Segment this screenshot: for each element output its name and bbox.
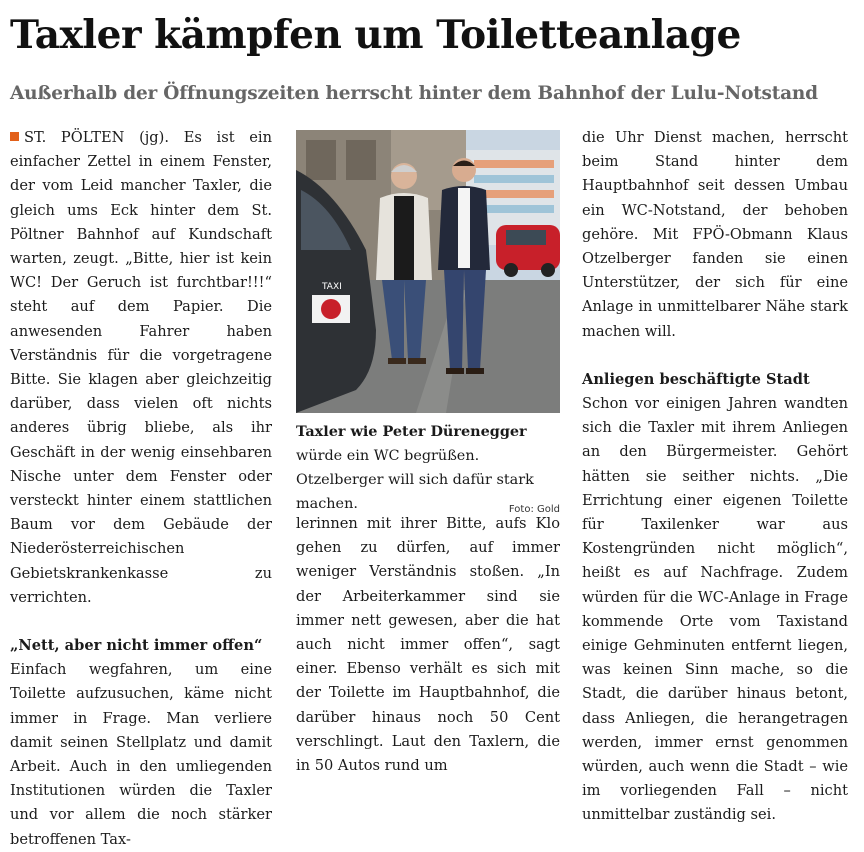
photo-credit: Foto: Gold [508,504,560,515]
article-photo [296,130,560,413]
paragraph-intro [10,126,272,610]
caption-bold: Taxler wie Peter Dürenegger [296,423,527,440]
headline: Taxler kämpfen um Toiletteanlage [10,12,741,58]
intro-text: Es ist ein einfacher Zettel in einem Fenster, der vom Leid mancher Taxler, die gleich ums Eck hinter dem St. Pöltner Bahnhof auf Kundschaft warten, zeugt. „Bitte, hier ist kein WC! Der Geruch ist furchtbar!!!“ steht auf dem Papier. Die anwesenden Fahrer haben Verständnis für die vorgetragene Bitte. Sie klagen aber gleichzeitig darüber, dass vielen oft nichts anderes übrig bliebe, als ihr Geschäft in der wenig einsehbaren Nische unter dem Fenster oder versteckt hinter einem stattlichen Baum vor dem Gebäude der Niederösterreichischen Gebietskrankenkasse zu verrichten. [10,129,272,606]
column-3 [582,126,848,828]
bullet-marker-icon [10,132,19,141]
taxi-sign-text: TAXI [322,282,342,292]
caption-text: würde ein WC begrüßen. Otzelberger will sich dafür stark machen. [296,448,534,512]
column-2 [296,512,560,778]
dateline: ST. PÖLTEN (jg). [24,129,169,146]
section-subtitle-1: „Nett, aber nicht immer offen“ [10,637,263,655]
paragraph-col3-1: die Uhr Dienst machen, herrscht beim Stand hinter dem Hauptbahnhof seit dessen Umbau ein WC-Notstand, der behoben gehöre. Mit FPÖ-Obmann Klaus Otzelberger fanden sie einen Unterstützer, der sich für eine Anlage in unmittelbarer Nähe stark machen will. [582,129,848,340]
subheadline: Außerhalb der Öffnungszeiten herrscht hinter dem Bahnhof der Lulu-Notstand [10,83,818,104]
photo-caption [296,420,560,522]
paragraph-col2: lerinnen mit ihrer Bitte, aufs Klo gehen zu dürfen, auf immer weniger Verständnis stoßen. „In der Arbeiterkammer sind sie immer nett gewesen, aber die hat auch nicht immer offen“, sagt einer. Ebenso verhält es sich mit der Toilette im Hauptbahnhof, die darüber hinaus noch 50 Cent verschlingt. Laut den Taxlern, die in 50 Autos rund um [296,515,560,775]
photo-illustration [296,130,560,413]
paragraph-2: Einfach wegfahren, um eine Toilette aufzusuchen, käme nicht immer in Frage. Man verliere damit seinen Stellplatz und damit Arbeit. Auch in den umliegenden Institutionen würden die Taxler und vor allem die noch stärker betroffenen Tax- [10,661,272,848]
paragraph-col3-2: Schon vor einigen Jahren wandten sich die Taxler mit ihrem Anliegen an den Bürgermeister. Gehört hätten sie seither nichts. „Die Errichtung einer eigenen Toilette für Taxilenker war aus Kostengründen nicht möglich“, heißt es auf Nachfrage. Zudem würden für die WC-Anlage in Frage kommende Orte vom Taxistand einige Gehminuten entfernt liegen, was keinen Sinn mache, so die Stadt, die darüber hinaus betont, dass Anliegen, die herangetragen werden, immer ernst genommen würden, auch wenn die Stadt – wie im vorliegenden Fall – nicht unmittelbar zuständig sei. [582,395,848,824]
section-subtitle-2: Anliegen beschäftigte Stadt [582,370,810,388]
column-1 [10,126,272,852]
spacer [10,610,272,634]
spacer [582,344,848,368]
